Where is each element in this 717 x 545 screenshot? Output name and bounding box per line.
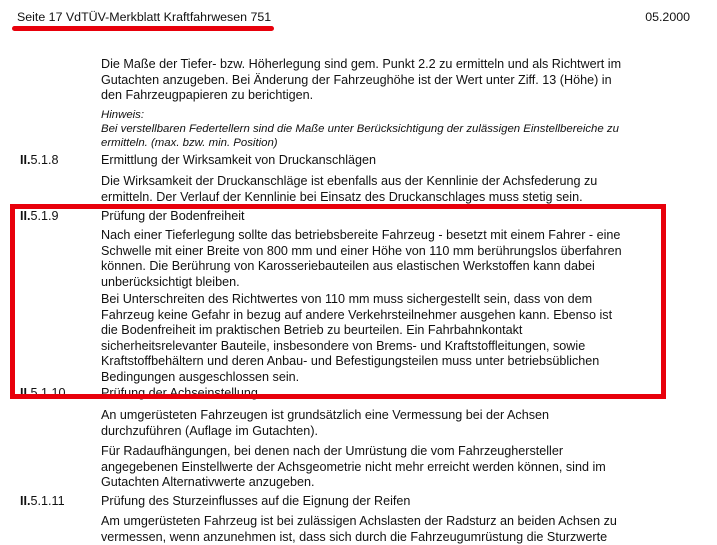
section-number: 5.1.11 <box>30 494 65 508</box>
section-number: 5.1.10 <box>30 386 66 400</box>
section-prefix: II. <box>20 209 31 223</box>
section-paragraph: Bei Unterschreiten des Richtwertes von 110 mm muss sichergestellt sein, dass von dem Fahrzeug keine Gefahr in bezug auf andere Verkehrsteilnehmer ausgehen kann. Ebenso ist die Bodenfreiheit im praktischen Betrieb zu beurteilen. Ein Fahrbahnkontakt sicherheitsrelevanter Bauteile, insbesondere von Brems- und Kraftstoffleitungen, sowie Kraftstoffbehältern und deren Anbau- und Befestigungsteilen muss unter betriebsüblichen Bedingungen ausgeschlossen sein. <box>101 292 613 384</box>
intro-paragraph: Die Maße der Tiefer- bzw. Höherlegung sind gem. Punkt 2.2 zu ermitteln und als Richtwert im Gutachten anzugeben. Bei Änderung der Fahrzeughöhe ist der Wert unter Ziff. 13 (Höhe) in den Fahrzeugpapieren zu berichtigen. <box>101 57 622 102</box>
section-number-5-1-8 <box>20 153 59 169</box>
section-number: 5.1.9 <box>30 209 59 223</box>
section-paragraph: Die Wirksamkeit der Druckanschläge ist ebenfalls aus der Kennlinie der Achsfederung zu ermitteln. Der Verlauf der Kennlinie bei Einsatz des Druckanschlages muss stetig sein. <box>101 174 598 204</box>
section-title-5-1-10: Prüfung der Achseinstellung <box>101 386 258 400</box>
section-title-5-1-8: Ermittlung der Wirksamkeit von Druckanschlägen <box>101 153 377 167</box>
section-paragraph: Am umgerüsteten Fahrzeug ist bei zulässigen Achslasten der Radsturz an beiden Achsen zu vermessen, wenn anzunehmen ist, dass sich durch die Fahrzeugumrüstung die Sturzwerte <box>101 514 617 544</box>
page-header-title: Seite 17 VdTÜV-Merkblatt Kraftfahrwesen 751 <box>17 10 272 24</box>
section-prefix: II. <box>20 153 31 167</box>
section-paragraph: Nach einer Tieferlegung sollte das betriebsbereite Fahrzeug - besetzt mit einem Fahrer - eine Schwelle mit einer Breite von 800 mm und einer Höhe von 110 mm berührungslos überfahren können. Die Berührung von Karosseriebauteilen aus elastischen Werkstoffen kann dabei unberücksichtigt bleiben. <box>101 228 622 289</box>
section-number: 5.1.8 <box>30 153 59 167</box>
section-paragraph: An umgerüsteten Fahrzeugen ist grundsätzlich eine Vermessung bei der Achsen durchzuführen (Auflage im Gutachten). <box>101 408 550 438</box>
section-paragraph: Für Radaufhängungen, bei denen nach der Umrüstung die vom Fahrzeughersteller angegebenen Einstellwerte der Achsgeometrie nicht mehr erreicht werden können, sind im Gutachten Alternativwerte anzugeben. <box>101 444 606 489</box>
section-title-5-1-11: Prüfung des Sturzeinflusses auf die Eignung der Reifen <box>101 494 411 508</box>
page-header-date: 05.2000 <box>645 10 690 24</box>
section-prefix: II. <box>20 386 31 400</box>
section-prefix: II. <box>20 494 31 508</box>
section-number-5-1-11 <box>20 494 65 510</box>
section-title-5-1-9: Prüfung der Bodenfreiheit <box>101 209 245 223</box>
intro-hint: Hinweis: Bei verstellbaren Federtellern sind die Maße unter Berücksichtigung der zulässigen Einstellbereiche zu ermitteln. (max. bzw. min. Position) <box>101 109 619 149</box>
header-underline-mark <box>12 26 274 31</box>
section-number-5-1-10 <box>20 386 66 402</box>
section-number-5-1-9 <box>20 209 59 225</box>
